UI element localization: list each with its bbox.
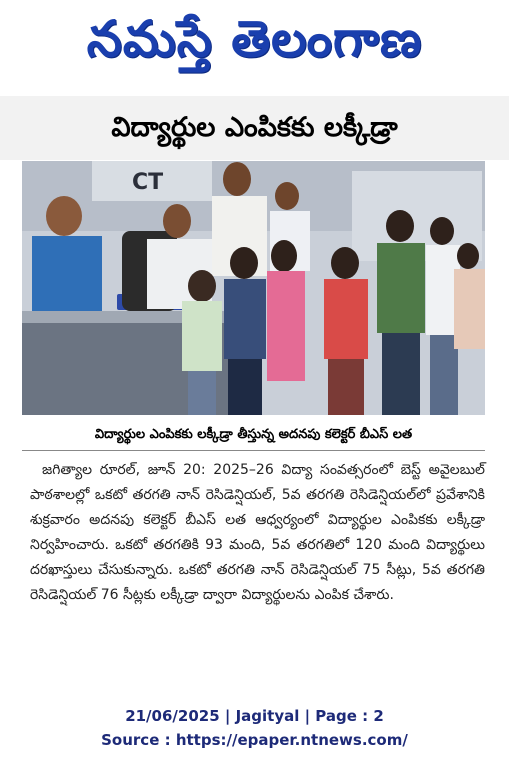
footer-date-line: 21/06/2025 | Jagityal | Page : 2 [125,707,384,725]
footer-source-line: Source : https://epaper.ntnews.com/ [101,731,408,749]
masthead-title: నమస్తే తెలంగాణ [86,10,423,68]
article-photo [22,161,485,415]
newspaper-masthead [0,4,509,74]
photo-caption: విద్యార్థుల ఎంపికకు లక్కీడ్రా తీస్తున్న అదనపు కలెక్టర్ బీఎస్ లత [22,420,485,451]
article-headline: విద్యార్థుల ఎంపికకు లక్కీడ్రా [111,112,398,143]
photo-illustration [22,161,485,415]
page-footer [0,704,509,752]
article-body: జగిత్యాల రూరల్, జూన్ 20: 2025–26 విద్యా సంవత్సరంలో బెస్ట్ అవైలబుల్ పాఠశాలల్లో ఒకటో తరగతి నాన్ రెసిడెన్షియల్, 5వ తరగతి రెసిడెన్షియల్‌లో ప్రవేశానికి శుక్రవారం అదనపు కలెక్టర్ బీఎస్ లత ఆధ్వర్యంలో విద్యార్థుల ఎంపికకు లక్కీడ్రా నిర్వహించారు. ఒకటో తరగతికి 93 మంది, 5వ తరగతిలో 120 మంది విద్యార్థులు దరఖాస్తులు చేసుకున్నారు. ఒకటో తరగతి నాన్ రెసిడెన్షియల్ 75 సీట్లు, 5వ తరగతి రెసిడెన్షియల్ 76 సీట్లకు లక్కీడ్రా ద్వారా విద్యార్థులను ఎంపిక చేశారు. [30,462,485,603]
wall-sign-text: CT [132,170,164,195]
